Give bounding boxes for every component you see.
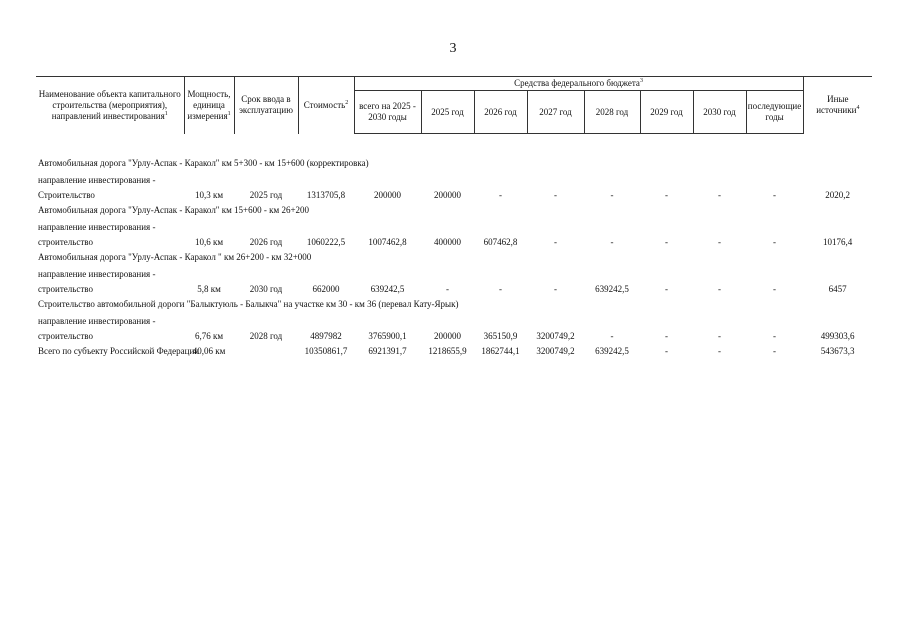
- total-2025: 1218655,9: [428, 345, 467, 356]
- cell-total: 3765900,1: [368, 330, 407, 341]
- cell-2026: 365150,9: [483, 330, 518, 341]
- cell-2026: -: [499, 283, 502, 294]
- total-2030: -: [718, 345, 721, 356]
- header-2026: 2026 год: [474, 91, 527, 134]
- direction-row: [36, 216, 872, 234]
- object-name: Автомобильная дорога "Урлу-Аспак - Каракол" км 5+300 - км 15+600 (корректировка): [38, 157, 369, 168]
- cell-2027: -: [554, 189, 557, 200]
- total-label: Всего по субъекту Российской Федерации: [38, 345, 200, 356]
- table-row: [36, 187, 872, 205]
- investment-table: [36, 76, 872, 357]
- cell-other: 499303,6: [820, 330, 855, 341]
- header-total: всего на 2025 - 2030 годы: [354, 91, 421, 134]
- header-2028: 2028 год: [584, 91, 640, 134]
- cell-2029: -: [665, 189, 668, 200]
- cell-capacity: 10,3 км: [194, 189, 224, 200]
- direction-label: направление инвестирования -: [38, 268, 156, 279]
- cell-2027: -: [554, 283, 557, 294]
- cell-following: -: [773, 283, 777, 294]
- table-body: [36, 134, 872, 357]
- row-label: строительство: [38, 283, 93, 294]
- cell-2025: 200000: [434, 330, 461, 341]
- header-commissioning: Срок ввода в эксплуатацию: [234, 77, 298, 134]
- header-2030: 2030 год: [693, 91, 746, 134]
- cell-2025: -: [446, 283, 449, 294]
- object-name-row: [36, 205, 872, 216]
- direction-row: [36, 169, 872, 187]
- cell-cost: 662000: [312, 283, 340, 294]
- cell-following: -: [773, 189, 777, 200]
- cell-following: -: [773, 330, 777, 341]
- cell-2026: -: [499, 189, 502, 200]
- cell-2025: 200000: [434, 189, 461, 200]
- cell-2026: 607462,8: [483, 236, 518, 247]
- row-label: строительство: [38, 236, 93, 247]
- object-name-row: [36, 299, 872, 310]
- cell-2029: -: [665, 330, 668, 341]
- direction-label: направление инвестирования -: [38, 174, 156, 185]
- cell-capacity: 10,6 км: [194, 236, 224, 247]
- header-name: Наименование объекта капитального строительства (мероприятия), направлений инвестирования$^1$: [36, 77, 184, 134]
- cell-2028: -: [610, 236, 614, 247]
- page-number: 3: [449, 41, 457, 56]
- object-name-row: [36, 252, 872, 263]
- cell-2030: -: [718, 189, 721, 200]
- cell-other: 6457: [828, 283, 847, 294]
- cell-2029: -: [665, 236, 668, 247]
- cell-year: 2030 год: [249, 283, 283, 294]
- table-row: [36, 328, 872, 346]
- object-name-row: [36, 158, 872, 169]
- object-name: Строительство автомобильной дороги "Балыктуюль - Балыкча" на участке км 30 - км 36 (перевал Кату-Ярык): [38, 298, 459, 309]
- cell-total: 639242,5: [370, 283, 405, 294]
- table-header: [36, 77, 872, 134]
- cell-2027: 3200749,2: [536, 330, 575, 341]
- table-row: [36, 234, 872, 252]
- cell-2028: -: [610, 189, 614, 200]
- cell-following: -: [773, 236, 777, 247]
- cell-cost: 1060222,5: [306, 236, 346, 247]
- header-cost: Стоимость$^2$: [298, 77, 354, 134]
- object-name: Автомобильная дорога "Урлу-Аспак - Каракол" км 15+600 - км 26+200: [38, 204, 310, 215]
- cell-cost: 1313705,8: [306, 189, 346, 200]
- total-other: 543673,3: [820, 345, 855, 356]
- direction-label: направление инвестирования -: [38, 315, 156, 326]
- header-2027: 2027 год: [527, 91, 584, 134]
- total-2027: 3200749,2: [536, 345, 575, 356]
- total-2028: 639242,5: [595, 345, 629, 356]
- row-label: Строительство: [38, 189, 95, 200]
- table-row: [36, 281, 872, 299]
- header-capacity: Мощность, единица измерения$^1$: [184, 77, 234, 134]
- row-label: строительство: [38, 330, 93, 341]
- header-other-sources: Иные источники$^4$: [803, 77, 872, 134]
- cell-2030: -: [718, 283, 721, 294]
- cell-2028: 639242,5: [595, 283, 629, 294]
- object-name: Автомобильная дорога "Урлу-Аспак - Каракол " км 26+200 - км 32+000: [38, 251, 312, 262]
- header-federal-budget: Средства федерального бюджета$^3$: [354, 77, 803, 91]
- cell-2027: -: [554, 236, 557, 247]
- cell-other: 10176,4: [822, 236, 853, 247]
- cell-capacity: 6,76 км: [194, 330, 224, 341]
- cell-year: 2028 год: [249, 330, 283, 341]
- total-following: -: [773, 345, 777, 356]
- cell-year: 2026 год: [249, 236, 283, 247]
- total-capacity: 40,06 км: [192, 345, 226, 356]
- header-following-years: последующие годы: [746, 91, 803, 134]
- cell-2030: -: [718, 330, 721, 341]
- cell-cost: 4897982: [310, 330, 342, 341]
- total-2029: -: [665, 345, 668, 356]
- cell-total: 1007462,8: [368, 236, 407, 247]
- total-2026: 1862744,1: [481, 345, 520, 356]
- direction-row: [36, 263, 872, 281]
- cell-year: 2025 год: [249, 189, 283, 200]
- header-2025: 2025 год: [421, 91, 474, 134]
- cell-2030: -: [718, 236, 721, 247]
- cell-other: 2020,2: [825, 189, 850, 200]
- header-2029: 2029 год: [640, 91, 693, 134]
- direction-row: [36, 310, 872, 328]
- cell-2025: 400000: [434, 236, 461, 247]
- total-row: [36, 346, 872, 357]
- cell-total: 200000: [374, 189, 401, 200]
- direction-label: направление инвестирования -: [38, 221, 156, 232]
- total-year: [234, 346, 298, 357]
- cell-capacity: 5,8 км: [197, 283, 221, 294]
- total-total: 6921391,7: [368, 345, 407, 356]
- total-cost: 10350861,7: [304, 345, 348, 356]
- cell-2029: -: [665, 283, 668, 294]
- cell-2028: -: [610, 330, 614, 341]
